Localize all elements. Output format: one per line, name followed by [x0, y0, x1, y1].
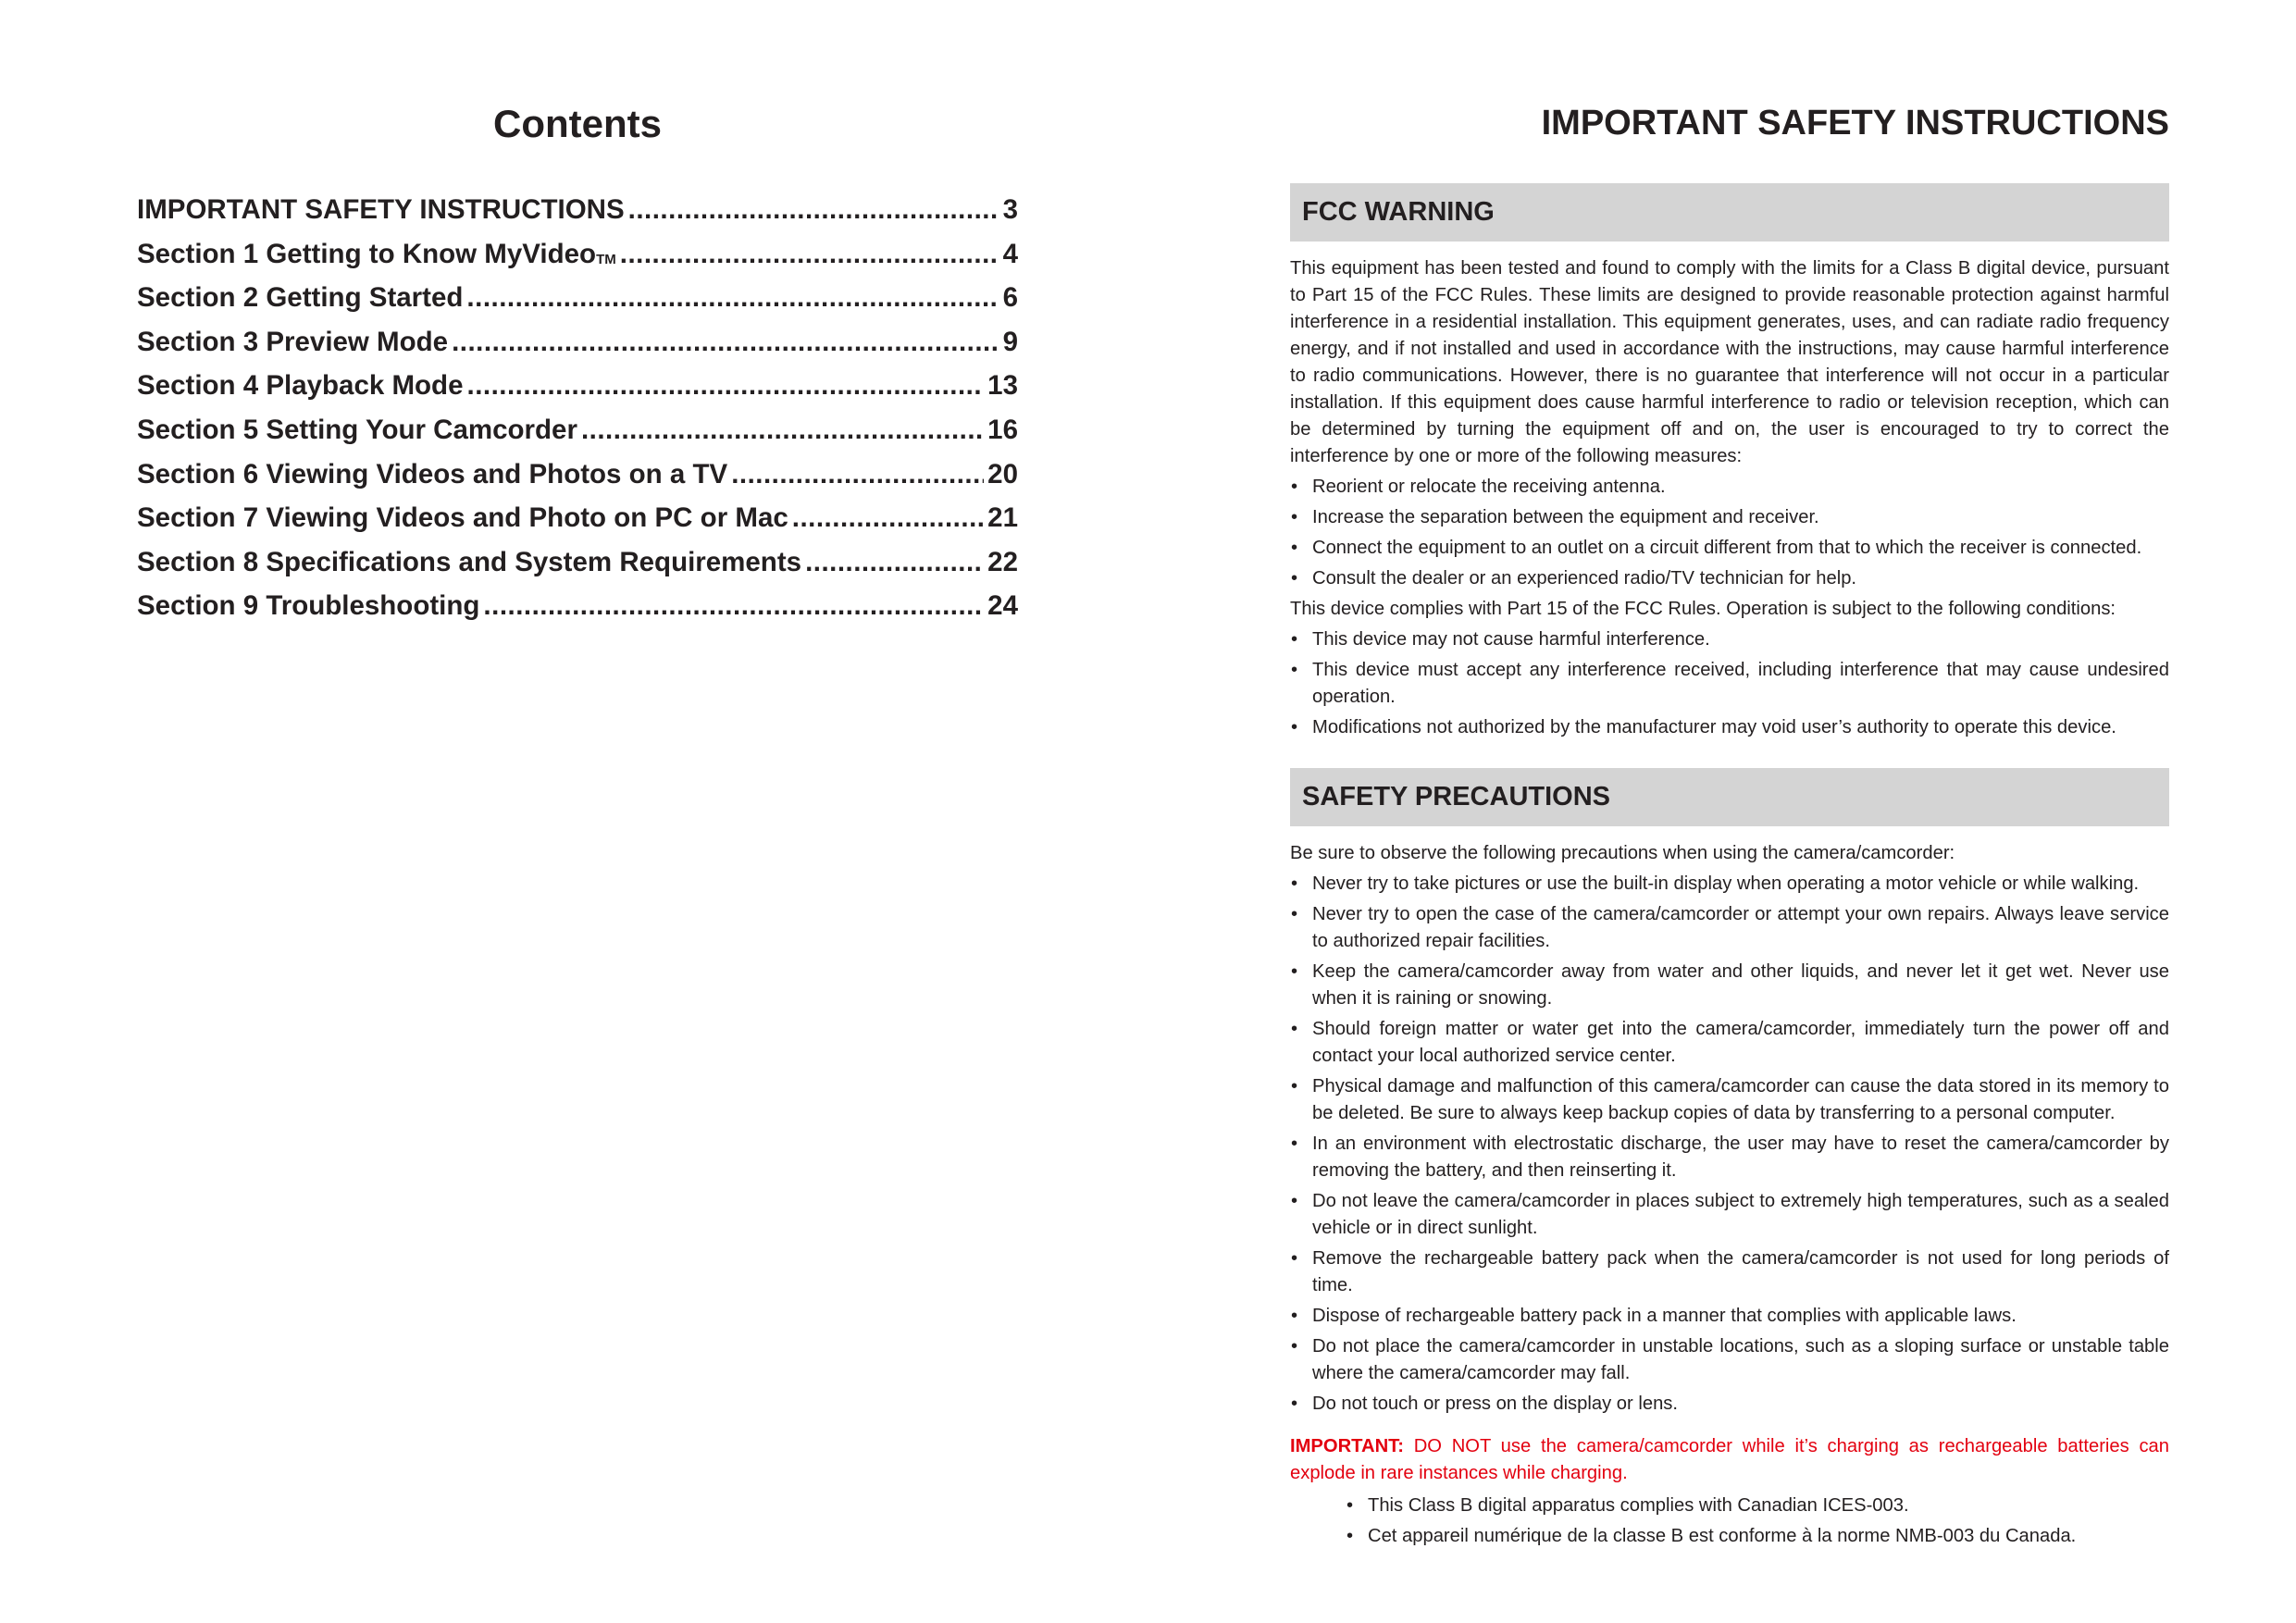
toc-entry-page: 22	[987, 546, 1018, 577]
toc-entry-label: Section 9 Troubleshooting	[137, 590, 480, 622]
toc-dot-leader	[620, 239, 999, 270]
toc-entry[interactable]	[137, 459, 1018, 503]
trademark-mark: TM	[596, 251, 616, 267]
toc-entry-label: Section 4 Playback Mode	[137, 370, 464, 402]
safety-precautions-heading: SAFETY PRECAUTIONS	[1302, 782, 1611, 812]
fcc-conditions-list	[1290, 626, 2169, 741]
list-item: • Do not place the camera/camcorder in unstable locations, such as a sloping surface or unstable table where the camera/camcorder may fall.	[1290, 1333, 2169, 1387]
toc-entry[interactable]	[137, 194, 1018, 239]
toc-entry-page: 16	[987, 414, 1018, 445]
toc-entry-label: Section 1 Getting to Know MyVideo™	[137, 238, 616, 269]
list-item: • Never try to open the case of the camera/camcorder or attempt your own repairs. Always leave service to authorized repair facilities.	[1290, 901, 2169, 955]
toc-entry-label: Section 6 Viewing Videos and Photos on a TV	[137, 458, 728, 489]
toc-entry[interactable]	[137, 590, 1018, 635]
list-item: • Remove the rechargeable battery pack when the camera/camcorder is not used for long periods of time.	[1290, 1245, 2169, 1299]
list-item: • This device may not cause harmful interference.	[1290, 626, 2169, 653]
list-item: • Consult the dealer or an experienced radio/TV technician for help.	[1290, 565, 2169, 592]
toc-entry-label: IMPORTANT SAFETY INSTRUCTIONS	[137, 194, 625, 225]
toc-dot-leader	[805, 547, 984, 578]
precautions-intro: Be sure to observe the following precautions when using the camera/camcorder:	[1290, 843, 1955, 863]
important-warning	[1290, 1433, 2169, 1487]
fcc-warning-body	[1290, 255, 2169, 745]
toc-dot-leader	[792, 502, 984, 534]
toc-entry-page: 3	[1002, 194, 1018, 225]
toc-entry-label: Section 2 Getting Started	[137, 282, 464, 314]
toc-entry[interactable]	[137, 327, 1018, 371]
list-item: • Physical damage and malfunction of this camera/camcorder can cause the data stored in its memory to be deleted. Be sure to always keep backup copies of data by transferring to a personal computer.	[1290, 1073, 2169, 1127]
toc-entry-label: Section 7 Viewing Videos and Photo on PC or Mac	[137, 502, 788, 534]
important-text: DO NOT use the camera/camcorder while it’s charging as rechargeable batteries can explode in rare instances while charging.	[1290, 1436, 2169, 1483]
fcc-measures-list	[1290, 474, 2169, 592]
toc-dot-leader	[452, 327, 999, 358]
list-item: • This Class B digital apparatus complies with Canadian ICES-003.	[1346, 1493, 2169, 1519]
canada-compliance-list	[1290, 1493, 2169, 1550]
toc-entry[interactable]	[137, 547, 1018, 591]
toc-entry-label: Section 8 Specifications and System Requirements	[137, 546, 802, 577]
list-item: • Dispose of rechargeable battery pack in a manner that complies with applicable laws.	[1290, 1303, 2169, 1330]
toc-entry-page: 24	[987, 590, 1018, 622]
toc-dot-leader	[467, 370, 985, 402]
toc-entry[interactable]	[137, 239, 1018, 283]
toc-entry-page: 6	[1002, 282, 1018, 314]
fcc-warning-heading: FCC WARNING	[1302, 197, 1495, 227]
fcc-compliance-paragraph: This device complies with Part 15 of the FCC Rules. Operation is subject to the following conditions:	[1290, 599, 2116, 619]
list-item: • Reorient or relocate the receiving antenna.	[1290, 474, 2169, 501]
list-item: • Do not touch or press on the display or lens.	[1290, 1391, 2169, 1418]
contents-title: Contents	[493, 102, 662, 145]
toc-entry[interactable]	[137, 415, 1018, 459]
safety-title: IMPORTANT SAFETY INSTRUCTIONS	[1541, 104, 2169, 142]
list-item: • This device must accept any interference received, including interference that may cause undesired operation.	[1290, 657, 2169, 711]
list-item: • Keep the camera/camcorder away from water and other liquids, and never let it get wet. Never use when it is raining or snowing.	[1290, 959, 2169, 1012]
list-item: • Should foreign matter or water get into the camera/camcorder, immediately turn the power off and contact your local authorized service center.	[1290, 1016, 2169, 1070]
fcc-warning-header	[1290, 183, 2169, 242]
table-of-contents	[137, 194, 1018, 635]
toc-entry[interactable]	[137, 370, 1018, 415]
toc-entry-page: 21	[987, 502, 1018, 534]
toc-entry-page: 9	[1002, 326, 1018, 357]
toc-dot-leader	[466, 282, 999, 314]
list-item: • Do not leave the camera/camcorder in places subject to extremely high temperatures, such as a sealed vehicle or in direct sunlight.	[1290, 1188, 2169, 1242]
list-item: • Never try to take pictures or use the built-in display when operating a motor vehicle or while walking.	[1290, 871, 2169, 898]
safety-page	[1290, 0, 2169, 1623]
safety-precautions-header	[1290, 768, 2169, 826]
toc-entry-page: 13	[987, 370, 1018, 402]
safety-precautions-body	[1290, 840, 2169, 1554]
toc-entry-label: Section 5 Setting Your Camcorder	[137, 414, 577, 445]
toc-dot-leader	[483, 590, 984, 622]
toc-entry-page: 4	[1002, 238, 1018, 269]
toc-entry[interactable]	[137, 502, 1018, 547]
toc-entry[interactable]	[137, 282, 1018, 327]
fcc-intro-paragraph: This equipment has been tested and found to comply with the limits for a Class B digital device, pursuant to Part 15 of the FCC Rules. These limits are designed to provide reasonable protection against harmful interference in a residential installation. This equipment generates, uses, and can radiate radio frequency energy, and if not installed and used in accordance with the instructions, may cause harmful interference to radio communications. However, there is no guarantee that interference will not occur in a particular installation. If this equipment does cause harmful interference to radio or television reception, which can be determined by turning the equipment off and on, the user is encouraged to try to correct the interference by one or more of the following measures:	[1290, 258, 2169, 466]
list-item: • Modifications not authorized by the manufacturer may void user’s authority to operate this device.	[1290, 714, 2169, 741]
list-item: • Cet appareil numérique de la classe B est conforme à la norme NMB-003 du Canada.	[1346, 1523, 2169, 1550]
toc-dot-leader	[731, 459, 984, 490]
list-item: • Connect the equipment to an outlet on a circuit different from that to which the receiver is connected.	[1290, 535, 2169, 562]
precautions-list	[1290, 871, 2169, 1418]
important-label: IMPORTANT:	[1290, 1436, 1404, 1456]
list-item: • Increase the separation between the equipment and receiver.	[1290, 504, 2169, 531]
toc-entry-page: 20	[987, 458, 1018, 489]
toc-entry-label: Section 3 Preview Mode	[137, 326, 449, 357]
list-item: • In an environment with electrostatic discharge, the user may have to reset the camera/camcorder by removing the battery, and then reinserting it.	[1290, 1131, 2169, 1184]
toc-dot-leader	[628, 194, 999, 226]
toc-dot-leader	[581, 415, 984, 446]
